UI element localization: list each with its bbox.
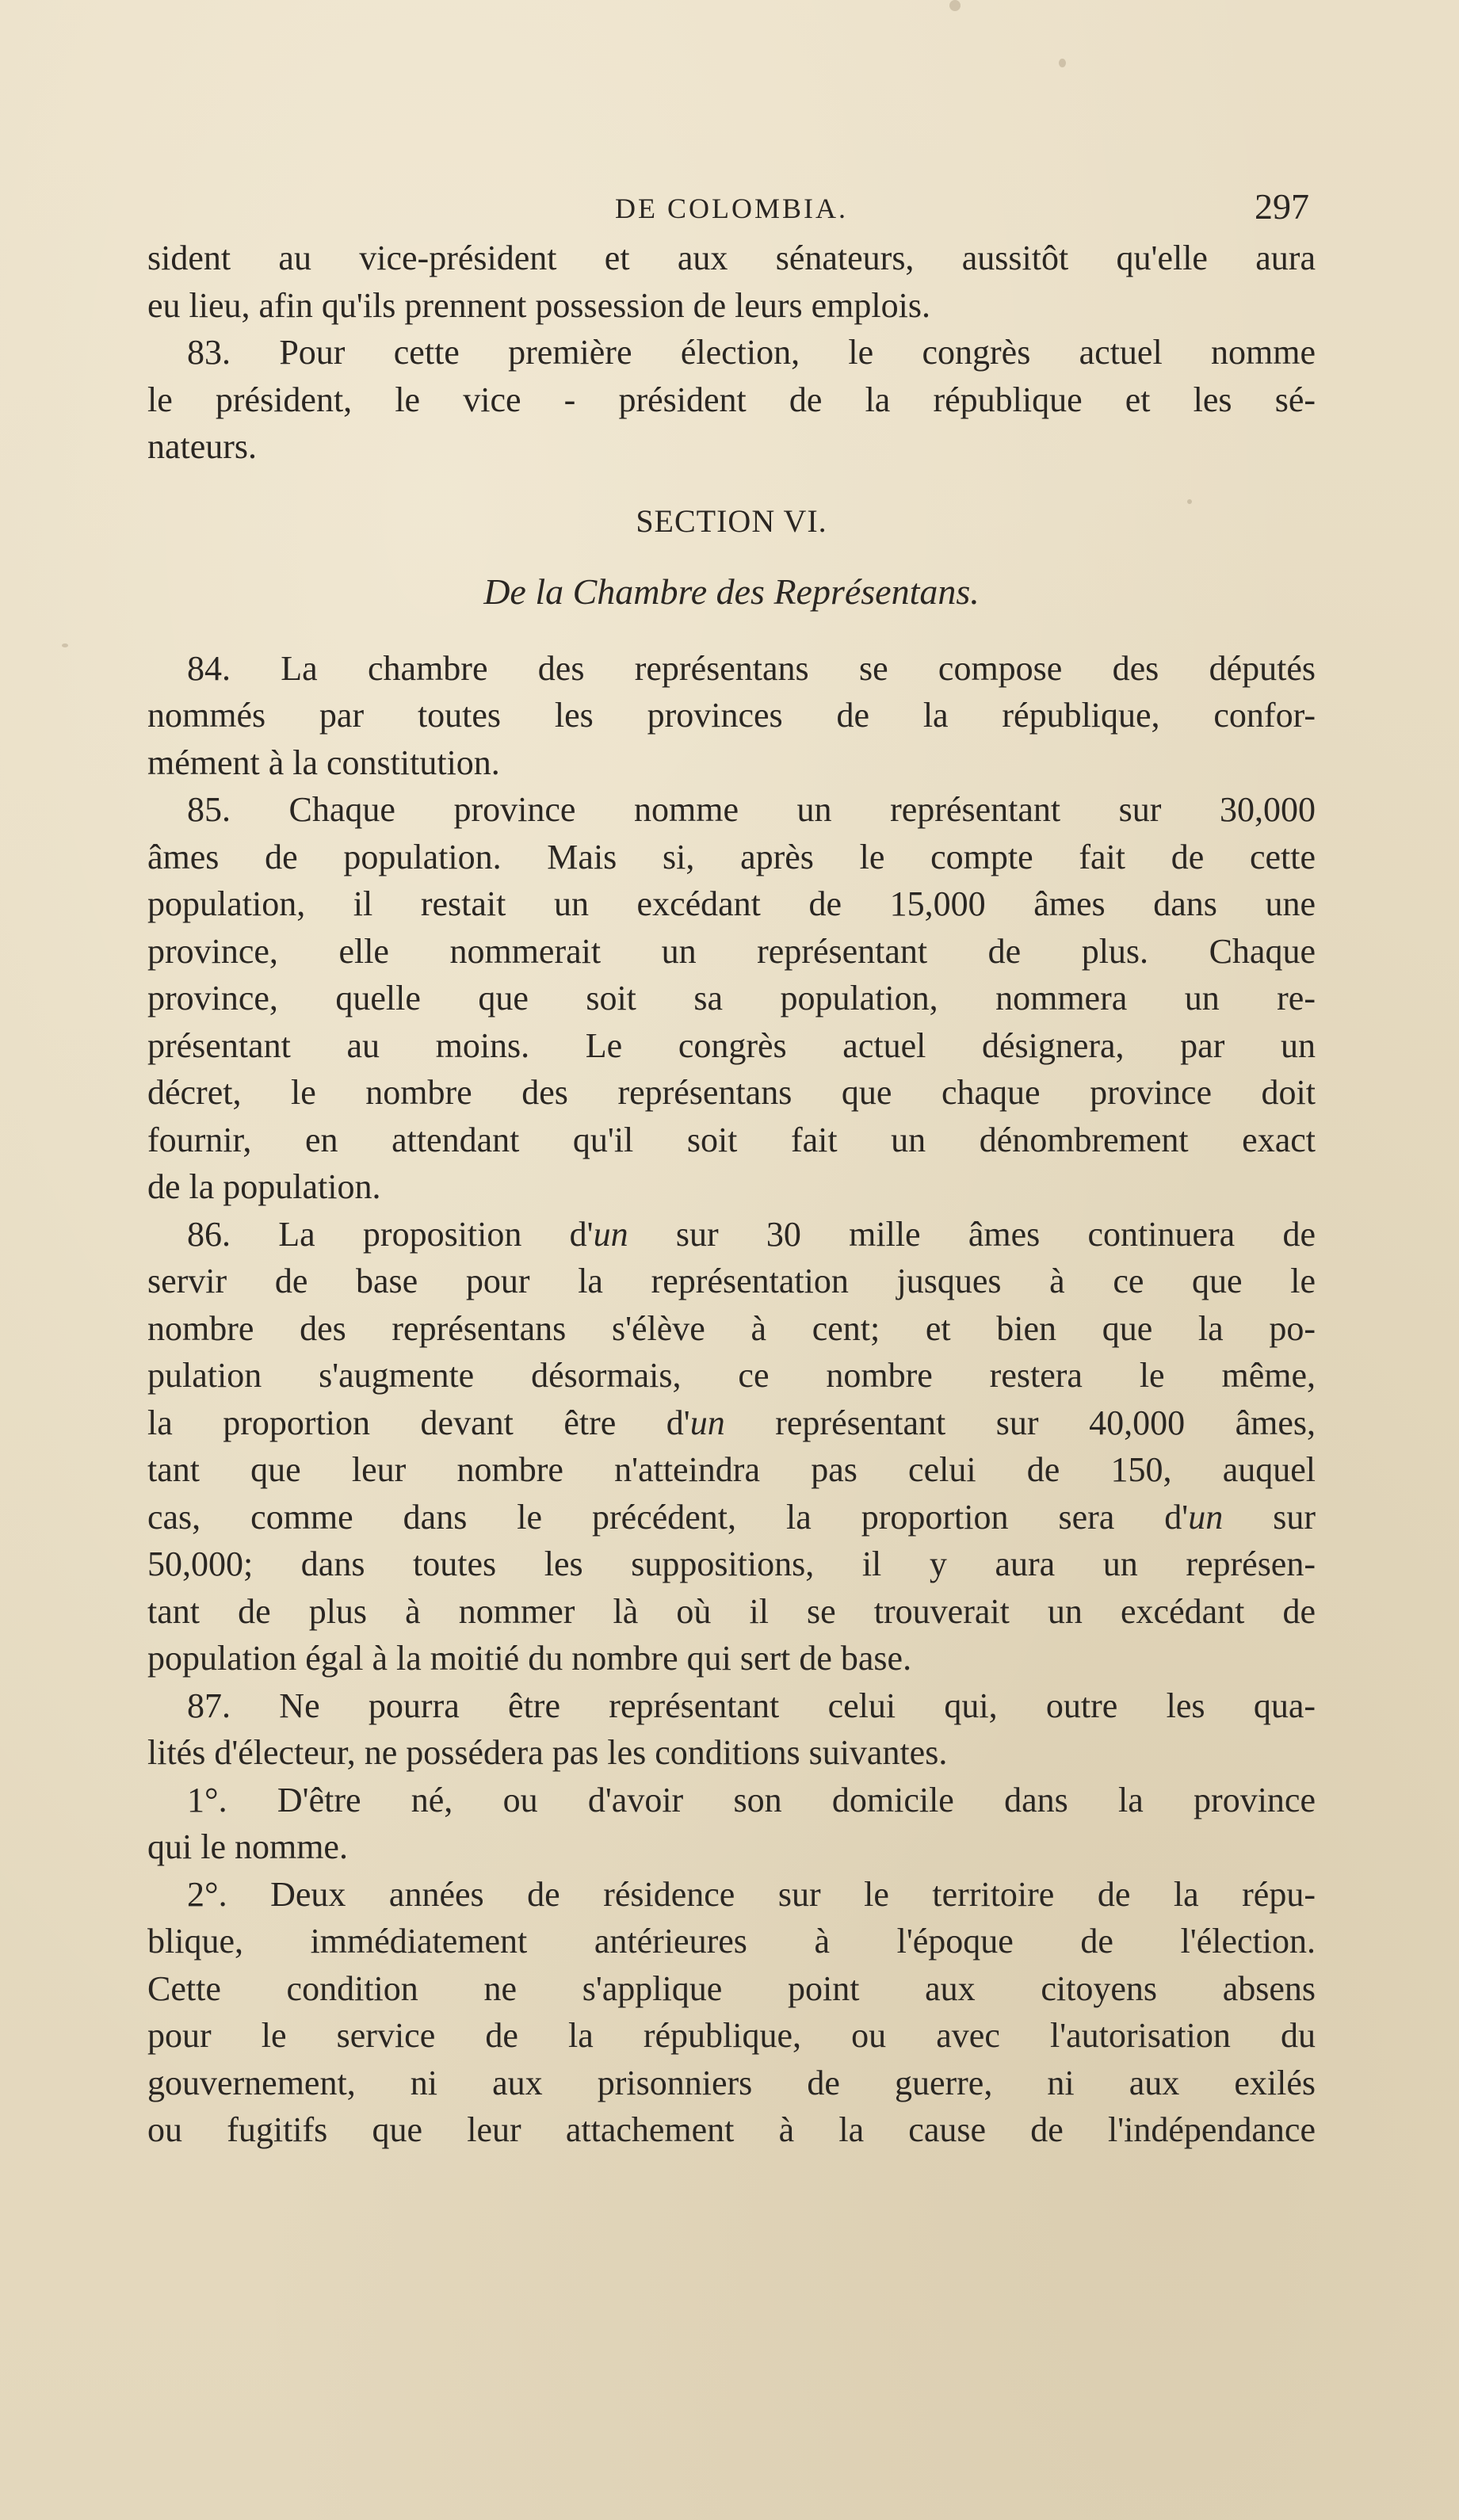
text-segment: cas, comme dans le précédent, la proportion sera d'	[147, 1497, 1189, 1537]
article-86-line: nombre des représentans s'élève à cent; et bien que la po-	[147, 1308, 1316, 1348]
paper-stain	[949, 0, 961, 11]
condition-2-line: ou fugitifs que leur attachement à la cause de l'indépendance	[147, 2110, 1316, 2149]
article-84-line: mément à la constitution.	[147, 743, 500, 782]
condition-2-line: blique, immédiatement antérieures à l'époque de l'élection.	[147, 1922, 1316, 1961]
article-86-line	[147, 1494, 1316, 1541]
text-segment: sur 30 mille âmes continuera de	[628, 1214, 1316, 1254]
article-86-line: tant que leur nombre n'atteindra pas celui de 150, auquel	[147, 1450, 1316, 1489]
article-85-line: province, quelle que soit sa population, nommera un re-	[147, 979, 1316, 1018]
text-segment: sur	[1223, 1497, 1316, 1537]
article-87-line: lités d'électeur, ne possédera pas les conditions suivantes.	[147, 1733, 948, 1772]
italic-word: un	[689, 1403, 725, 1442]
article-83-line: 83. Pour cette première élection, le congrès actuel nomme	[187, 333, 1316, 372]
paper-stain	[1059, 59, 1066, 67]
article-83-line: nateurs.	[147, 427, 258, 466]
italic-word: un	[593, 1214, 628, 1254]
article-86-line: population égal à la moitié du nombre qui sert de base.	[147, 1639, 912, 1678]
section-title: SECTION VI.	[636, 502, 827, 539]
text-line: sident au vice-président et aux sénateurs, aussitôt qu'elle aura	[147, 239, 1316, 277]
article-86-line: pulation s'augmente désormais, ce nombre restera le même,	[147, 1356, 1316, 1395]
section-subtitle: De la Chambre des Représentans.	[483, 571, 980, 612]
article-86-line	[147, 1211, 1316, 1258]
page-number: 297	[1255, 186, 1309, 227]
article-86-line: servir de base pour la représentation jusques à ce que le	[147, 1262, 1316, 1300]
text-segment: représentant sur 40,000 âmes,	[724, 1403, 1316, 1442]
condition-2-line: 2°. Deux années de résidence sur le territoire de la répu-	[187, 1874, 1316, 1914]
text-segment: la proportion devant être d'	[147, 1403, 690, 1442]
article-85-line: population, il restait un excédant de 15,000 âmes dans une	[147, 884, 1316, 923]
running-head: DE COLOMBIA.	[615, 193, 848, 224]
article-86-line: tant de plus à nommer là où il se trouverait un excédant de	[147, 1591, 1316, 1631]
article-84-line: nommés par toutes les provinces de la république, confor-	[147, 696, 1316, 735]
article-85-line: âmes de population. Mais si, après le compte fait de cette	[147, 837, 1316, 876]
text-segment: 86. La proposition d'	[187, 1214, 594, 1254]
article-85-line: fournir, en attendant qu'il soit fait un dénombrement exact	[147, 1120, 1316, 1159]
article-85-line: présentant au moins. Le congrès actuel désignera, par un	[147, 1025, 1316, 1065]
condition-2-line: pour le service de la république, ou avec l'autorisation du	[147, 2016, 1316, 2055]
text-line: eu lieu, afin qu'ils prennent possession de leurs emplois.	[147, 285, 930, 325]
article-84-line: 84. La chambre des représentans se compose des députés	[187, 648, 1316, 688]
article-85-line: décret, le nombre des représentans que chaque province doit	[147, 1073, 1316, 1112]
condition-2-line: gouvernement, ni aux prisonniers de guerre, ni aux exilés	[147, 2063, 1316, 2102]
page-header	[147, 181, 1316, 228]
body-text	[147, 235, 1316, 2154]
article-85-line: de la population.	[147, 1167, 381, 1206]
paper-stain	[62, 643, 68, 647]
article-87-line: 87. Ne pourra être représentant celui qui, outre les qua-	[187, 1686, 1316, 1725]
condition-1-line: qui le nomme.	[147, 1827, 348, 1866]
italic-word: un	[1188, 1497, 1224, 1537]
condition-1-line: 1°. D'être né, ou d'avoir son domicile dans la province	[187, 1780, 1316, 1819]
article-85-line: 85. Chaque province nomme un représentant sur 30,000	[187, 790, 1316, 829]
article-85-line: province, elle nommerait un représentant de plus. Chaque	[147, 931, 1316, 971]
condition-2-line: Cette condition ne s'applique point aux citoyens absens	[147, 1968, 1316, 2008]
article-86-line: 50,000; dans toutes les suppositions, il y aura un représen-	[147, 1544, 1316, 1583]
article-83-line: le président, le vice - président de la république et les sé-	[147, 380, 1316, 419]
article-86-line	[147, 1399, 1316, 1447]
